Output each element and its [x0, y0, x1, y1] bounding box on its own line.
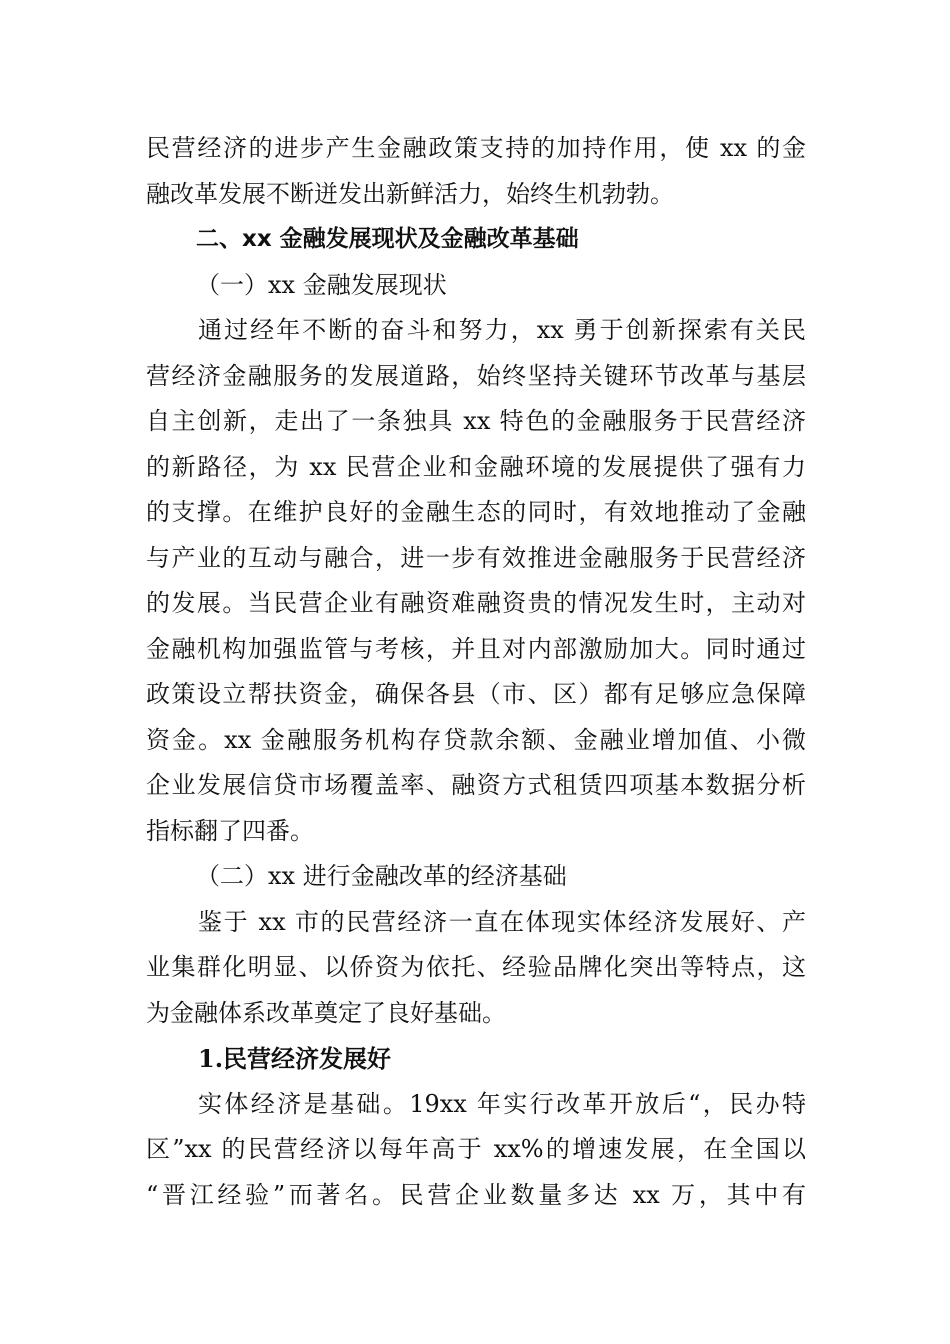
- paragraph-line: 区”xx 的民营经济以每年高于 xx%的增速发展，在全国以: [146, 1135, 806, 1163]
- paragraph-line: 与产业的互动与融合，进一步有效推进金融服务于民营经济: [146, 543, 806, 572]
- paragraph-line: 企业发展信贷市场覆盖率、融资方式租赁四项基本数据分析: [146, 771, 806, 799]
- paragraph-line: 业集群化明显、以侨资为依托、经验品牌化突出等特点，这: [146, 953, 806, 981]
- paragraph-line: 的新路径，为 xx 民营企业和金融环境的发展提供了强有力: [146, 452, 806, 481]
- numbered-heading: 1.民营经济发展好: [198, 1044, 392, 1073]
- subsection-heading: （二）xx 进行金融改革的经济基础: [196, 862, 567, 890]
- paragraph-line: 通过经年不断的奋斗和努力，xx 勇于创新探索有关民: [198, 316, 806, 344]
- paragraph-line: 为金融体系改革奠定了良好基础。: [146, 998, 506, 1027]
- section-heading: 二、xx 金融发展现状及金融改革基础: [196, 226, 579, 252]
- subsection-heading: （一）xx 金融发展现状: [196, 270, 447, 299]
- paragraph-line: 的发展。当民营企业有融资难融资贵的情况发生时，主动对: [146, 589, 806, 617]
- paragraph-line: 自主创新，走出了一条独具 xx 特色的金融服务于民营经济: [146, 407, 806, 435]
- paragraph-line: 的支撑。在维护良好的金融生态的同时，有效地推动了金融: [146, 498, 806, 526]
- paragraph-line: 鉴于 xx 市的民营经济一直在体现实体经济发展好、产: [198, 907, 806, 936]
- paragraph-line: 营经济金融服务的发展道路，始终坚持关键环节改革与基层: [146, 361, 806, 390]
- document-body: [146, 126, 806, 1218]
- paragraph-line: 民营经济的进步产生金融政策支持的加持作用，使 xx 的金: [146, 134, 806, 162]
- paragraph-line: 政策设立帮扶资金，确保各县（市、区）都有足够应急保障: [146, 680, 806, 708]
- paragraph-line: 指标翻了四番。: [146, 816, 314, 845]
- paragraph-line: 实体经济是基础。19xx 年实行改革开放后“，民办特: [198, 1089, 806, 1118]
- paragraph-line: 融改革发展不断迸发出新鲜活力，始终生机勃勃。: [146, 179, 674, 208]
- paragraph-line: “晋江经验”而著名。民营企业数量多达 xx 万，其中有: [146, 1180, 806, 1209]
- paragraph-line: 资金。xx 金融服务机构存贷款余额、金融业增加值、小微: [146, 725, 806, 754]
- paragraph-line: 金融机构加强监管与考核，并且对内部激励加大。同时通过: [146, 634, 806, 663]
